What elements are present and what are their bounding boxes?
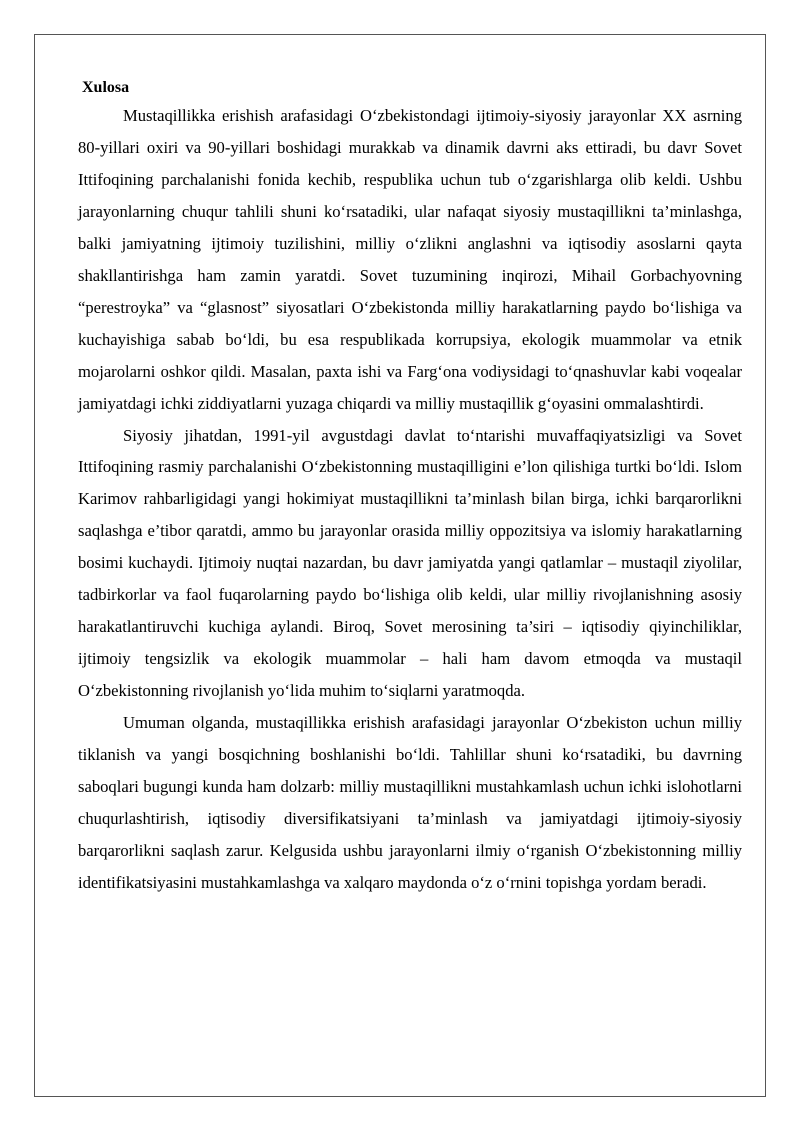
section-heading: Xulosa — [82, 79, 130, 96]
paragraph-1: Mustaqillikka erishish arafasidagi O‘zbekistondagi ijtimoiy-siyosiy jarayonlar XX asrning 80-yillari oxiri va 90-yillari boshidagi murakkab va dinamik davrni aks ettiradi, bu davr Sovet Ittifoqining parchalanishi fonida kechib, respublika uchun tub o‘zgarishlarga olib keldi. Ushbu jarayonlarning chuqur tahlili shuni ko‘rsatadiki, ular nafaqat siyosiy mustaqillikni ta’minlashga, balki jamiyatning ijtimoiy tuzilishini, milliy o‘zlikni anglashni va iqtisodiy asoslarni qayta shakllantirishga ham zamin yaratdi. Sovet tuzumining inqirozi, Mihail Gorbachyovning “perestroyka” va “glasnost” siyosatlari O‘zbekistonda milliy harakatlarning paydo bo‘lishiga va kuchayishiga sabab bo‘ldi, bu esa respublikada korrupsiya, ekologik muammolar va etnik mojarolarni oshkor qildi. Masalan, paxta ishi va Farg‘ona vodiysidagi to‘qnashuvlar kabi voqealar jamiyatdagi ichki ziddiyatlarni yuzaga chiqardi va milliy mustaqillik g‘oyasini ommalashtirdi. — [78, 106, 742, 413]
paragraph-3: Umuman olganda, mustaqillikka erishish arafasidagi jarayonlar O‘zbekiston uchun milliy tiklanish va yangi bosqichning boshlanishi bo‘ldi. Tahlillar shuni ko‘rsatadiki, bu davrning saboqlari bugungi kunda ham dolzarb: milliy mustaqillikni mustahkamlash uchun ichki islohotlarni chuqurlashtirish, iqtisodiy diversifikatsiyani ta’minlash va jamiyatdagi ijtimoiy-siyosiy barqarorlikni saqlash zarur. Kelgusida ushbu jarayonlarni ilmiy o‘rganish O‘zbekistonning milliy identifikatsiyasini mustahkamlashga va xalqaro maydonda o‘z o‘rnini topishga yordam beradi. — [78, 713, 742, 892]
document-body — [78, 78, 742, 899]
paragraph-2: Siyosiy jihatdan, 1991-yil avgustdagi davlat to‘ntarishi muvaffaqiyatsizligi va Sovet Ittifoqining rasmiy parchalanishi O‘zbekistonning mustaqilligini e’lon qilishiga turtki bo‘ldi. Islom Karimov rahbarligidagi yangi hokimiyat mustaqillikni ta’minlash bilan birga, ichki barqarorlikni saqlashga e’tibor qaratdi, ammo bu jarayonlar orasida milliy oppozitsiya va islomiy harakatlarning bosimi kuchaydi. Ijtimoiy nuqtai nazardan, bu davr jamiyatda yangi qatlamlar – mustaqil ziyolilar, tadbirkorlar va faol fuqarolarning paydo bo‘lishiga olib keldi, ular milliy rivojlanishning asosiy harakatlantiruvchi kuchiga aylandi. Biroq, Sovet merosining ta’siri – iqtisodiy qiyinchiliklar, ijtimoiy tengsizlik va ekologik muammolar – hali ham davom etmoqda va mustaqil O‘zbekistonning rivojlanish yo‘lida muhim to‘siqlarni yaratmoqda. — [78, 425, 742, 701]
